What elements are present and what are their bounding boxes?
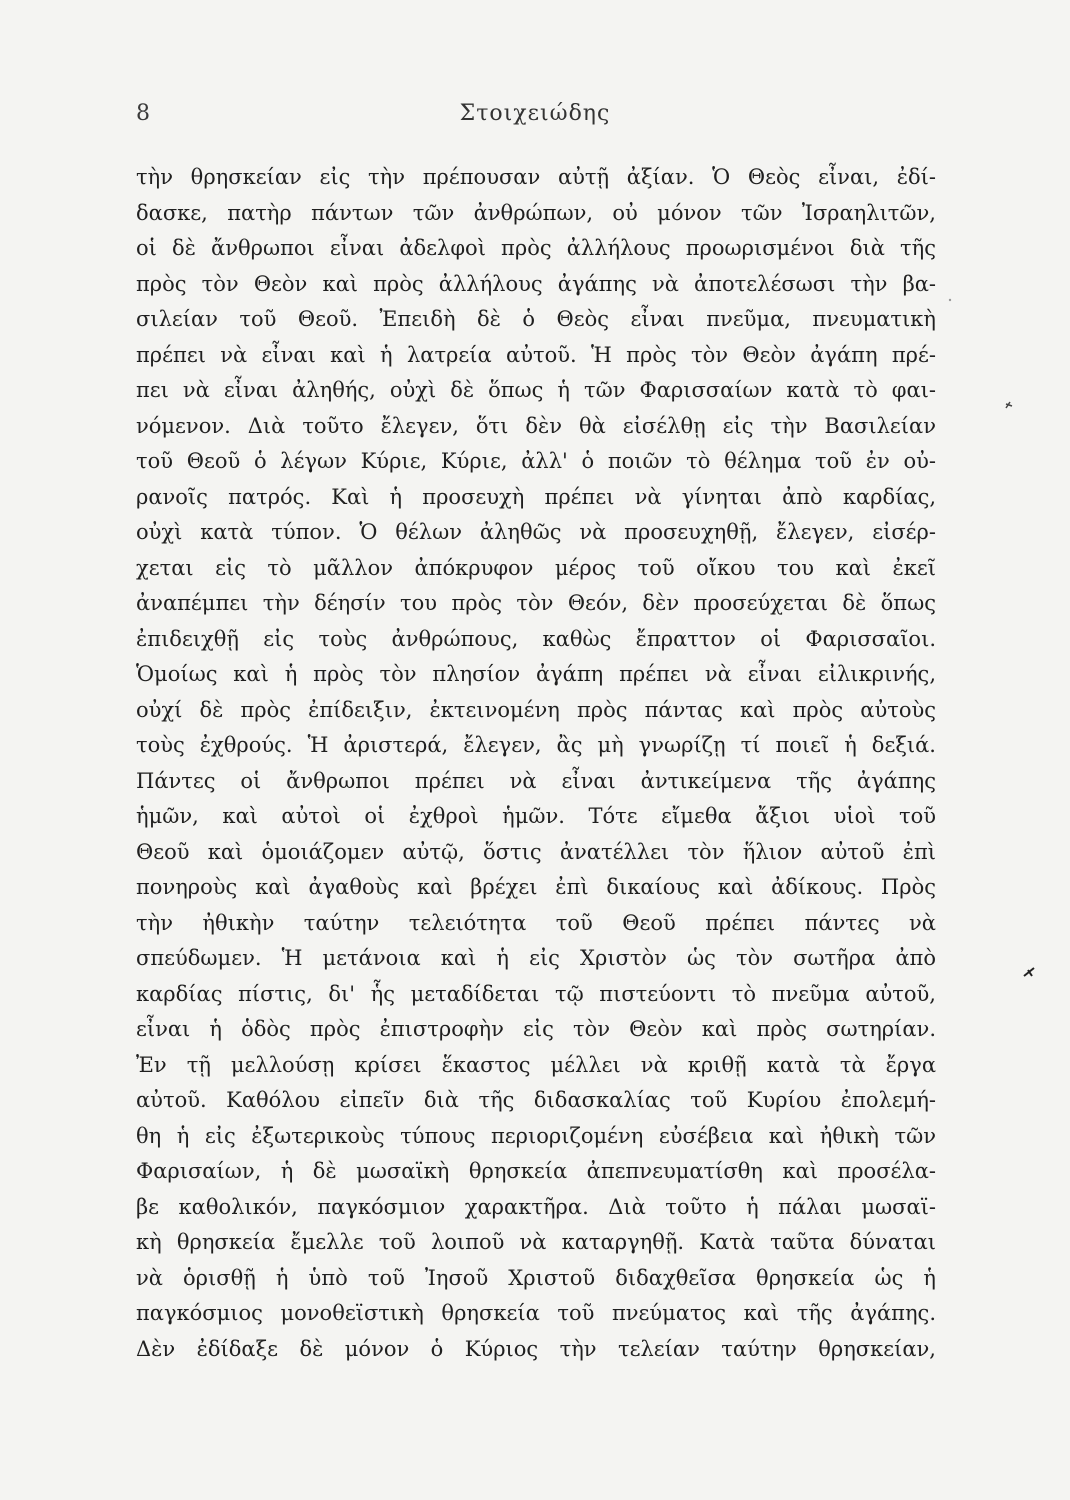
text-line: πει νὰ εἶναι ἀληθής, οὐχὶ δὲ ὅπως ἡ τῶν Φαρισσαίων κατὰ τὸ φαι-: [136, 378, 936, 402]
text-line: πρὸς τὸν Θεὸν καὶ πρὸς ἀλλήλους ἀγάπης νὰ ἀποτελέσωσι τὴν βα-: [136, 271, 936, 296]
text-line: νὰ ὁρισθῇ ἡ ὑπὸ τοῦ Ἰησοῦ Χριστοῦ διδαχθεῖσα θρησκεία ὡς ἡ: [136, 1265, 936, 1290]
text-line: παγκόσμιος μονοθεϊστικὴ θρησκεία τοῦ πνεύματος καὶ τῆς ἀγάπης.: [136, 1301, 936, 1325]
text-line: τὴν ἠθικὴν ταύτην τελειότητα τοῦ Θεοῦ πρέπει πάντες νὰ: [136, 910, 936, 935]
text-line: Ὁμοίως καὶ ἡ πρὸς τὸν πλησίον ἀγάπη πρέπει νὰ εἶναι εἰλικρινής,: [136, 662, 936, 686]
text-line: σπεύδωμεν. Ἡ μετάνοια καὶ ἡ εἰς Χριστὸν ὡς τὸν σωτῆρα ἀπὸ: [136, 946, 936, 970]
text-line: οἱ δὲ ἄνθρωποι εἶναι ἀδελφοὶ πρὸς ἀλλήλους προωρισμένοι διὰ τῆς: [136, 236, 936, 260]
text-line: αὐτοῦ. Καθόλου εἰπεῖν διὰ τῆς διδασκαλίας τοῦ Κυρίου ἐπολεμή-: [136, 1088, 936, 1112]
text-line: πρέπει νὰ εἶναι καὶ ἡ λατρεία αὐτοῦ. Ἡ πρὸς τὸν Θεὸν ἀγάπη πρέ-: [136, 342, 936, 367]
text-line: ἀναπέμπει τὴν δέησίν του πρὸς τὸν Θεόν, δὲν προσεύχεται δὲ ὅπως: [136, 591, 936, 615]
page-number: 8: [136, 101, 150, 126]
scan-speck: [1024, 968, 1034, 976]
text-line: σιλείαν τοῦ Θεοῦ. Ἐπειδὴ δὲ ὁ Θεὸς εἶναι πνεῦμα, πνευματικὴ: [136, 307, 936, 331]
text-line: καρδίας πίστις, δι' ἧς μεταδίδεται τῷ πιστεύοντι τὸ πνεῦμα αὐτοῦ,: [136, 981, 936, 1006]
text-line: Φαρισαίων, ἡ δὲ μωσαϊκὴ θρησκεία ἀπεπνευματίσθη καὶ προσέλα-: [136, 1159, 936, 1183]
text-line: Πάντες οἱ ἄνθρωποι πρέπει νὰ εἶναι ἀντικείμενα τῆς ἀγάπης: [136, 768, 936, 793]
text-line: Δὲν ἐδίδαξε δὲ μόνον ὁ Κύριος τὴν τελείαν ταύτην θρησκείαν,: [136, 1336, 936, 1361]
text-line: βε καθολικόν, παγκόσμιον χαρακτῆρα. Διὰ τοῦτο ἡ πάλαι μωσαϊ-: [136, 1194, 936, 1219]
text-line: τοὺς ἐχθρούς. Ἡ ἀριστερά, ἔλεγεν, ἂς μὴ γνωρίζῃ τί ποιεῖ ἡ δεξιά.: [136, 733, 936, 757]
text-line: εἶναι ἡ ὁδὸς πρὸς ἐπιστροφὴν εἰς τὸν Θεὸν καὶ πρὸς σωτηρίαν.: [136, 1017, 936, 1041]
text-line: οὐχὶ κατὰ τύπον. Ὁ θέλων ἀληθῶς νὰ προσευχηθῇ, ἔλεγεν, εἰσέρ-: [136, 520, 936, 544]
text-line: ρανοῖς πατρός. Καὶ ἡ προσευχὴ πρέπει νὰ γίνηται ἀπὸ καρδίας,: [136, 484, 936, 509]
text-line: ἐπιδειχθῇ εἰς τοὺς ἀνθρώπους, καθὼς ἔπραττον οἱ Φαρισσαῖοι.: [136, 626, 936, 651]
text-line: Ἐν τῇ μελλούσῃ κρίσει ἕκαστος μέλλει νὰ κριθῇ κατὰ τὰ ἔργα: [136, 1052, 936, 1077]
scan-speck: [1006, 402, 1012, 408]
running-title: Στοιχειώδης: [459, 101, 611, 126]
text-line: τοῦ Θεοῦ ὁ λέγων Κύριε, Κύριε, ἀλλ' ὁ ποιῶν τὸ θέλημα τοῦ ἐν οὐ-: [136, 449, 936, 473]
text-line: πονηροὺς καὶ ἀγαθοὺς καὶ βρέχει ἐπὶ δικαίους καὶ ἀδίκους. Πρὸς: [136, 875, 936, 899]
scan-speck: [949, 299, 951, 301]
text-line: νόμενον. Διὰ τοῦτο ἔλεγεν, ὅτι δὲν θὰ εἰσέλθῃ εἰς τὴν Βασιλείαν: [136, 413, 936, 438]
body-text: [136, 160, 936, 1367]
text-line: κὴ θρησκεία ἔμελλε τοῦ λοιποῦ νὰ καταργηθῇ. Κατὰ ταῦτα δύναται: [136, 1230, 936, 1254]
text-line: Θεοῦ καὶ ὁμοιάζομεν αὐτῷ, ὅστις ἀνατέλλει τὸν ἥλιον αὐτοῦ ἐπὶ: [136, 839, 936, 864]
text-line: θη ἡ εἰς ἐξωτερικοὺς τύπους περιοριζομένη εὐσέβεια καὶ ἠθικὴ τῶν: [136, 1123, 936, 1148]
text-line: δασκε, πατὴρ πάντων τῶν ἀνθρώπων, οὐ μόνον τῶν Ἰσραηλιτῶν,: [136, 200, 936, 225]
text-line: οὐχί δὲ πρὸς ἐπίδειξιν, ἐκτεινομένη πρὸς πάντας καὶ πρὸς αὐτοὺς: [136, 697, 936, 722]
text-line: χεται εἰς τὸ μᾶλλον ἀπόκρυφον μέρος τοῦ οἴκου του καὶ ἐκεῖ: [136, 555, 936, 580]
text-line: ἡμῶν, καὶ αὐτοὶ οἱ ἐχθροὶ ἡμῶν. Τότε εἴμεθα ἄξιοι υἱοὶ τοῦ: [136, 804, 936, 828]
text-line: τὴν θρησκείαν εἰς τὴν πρέπουσαν αὐτῇ ἀξίαν. Ὁ Θεὸς εἶναι, ἐδί-: [136, 165, 936, 189]
